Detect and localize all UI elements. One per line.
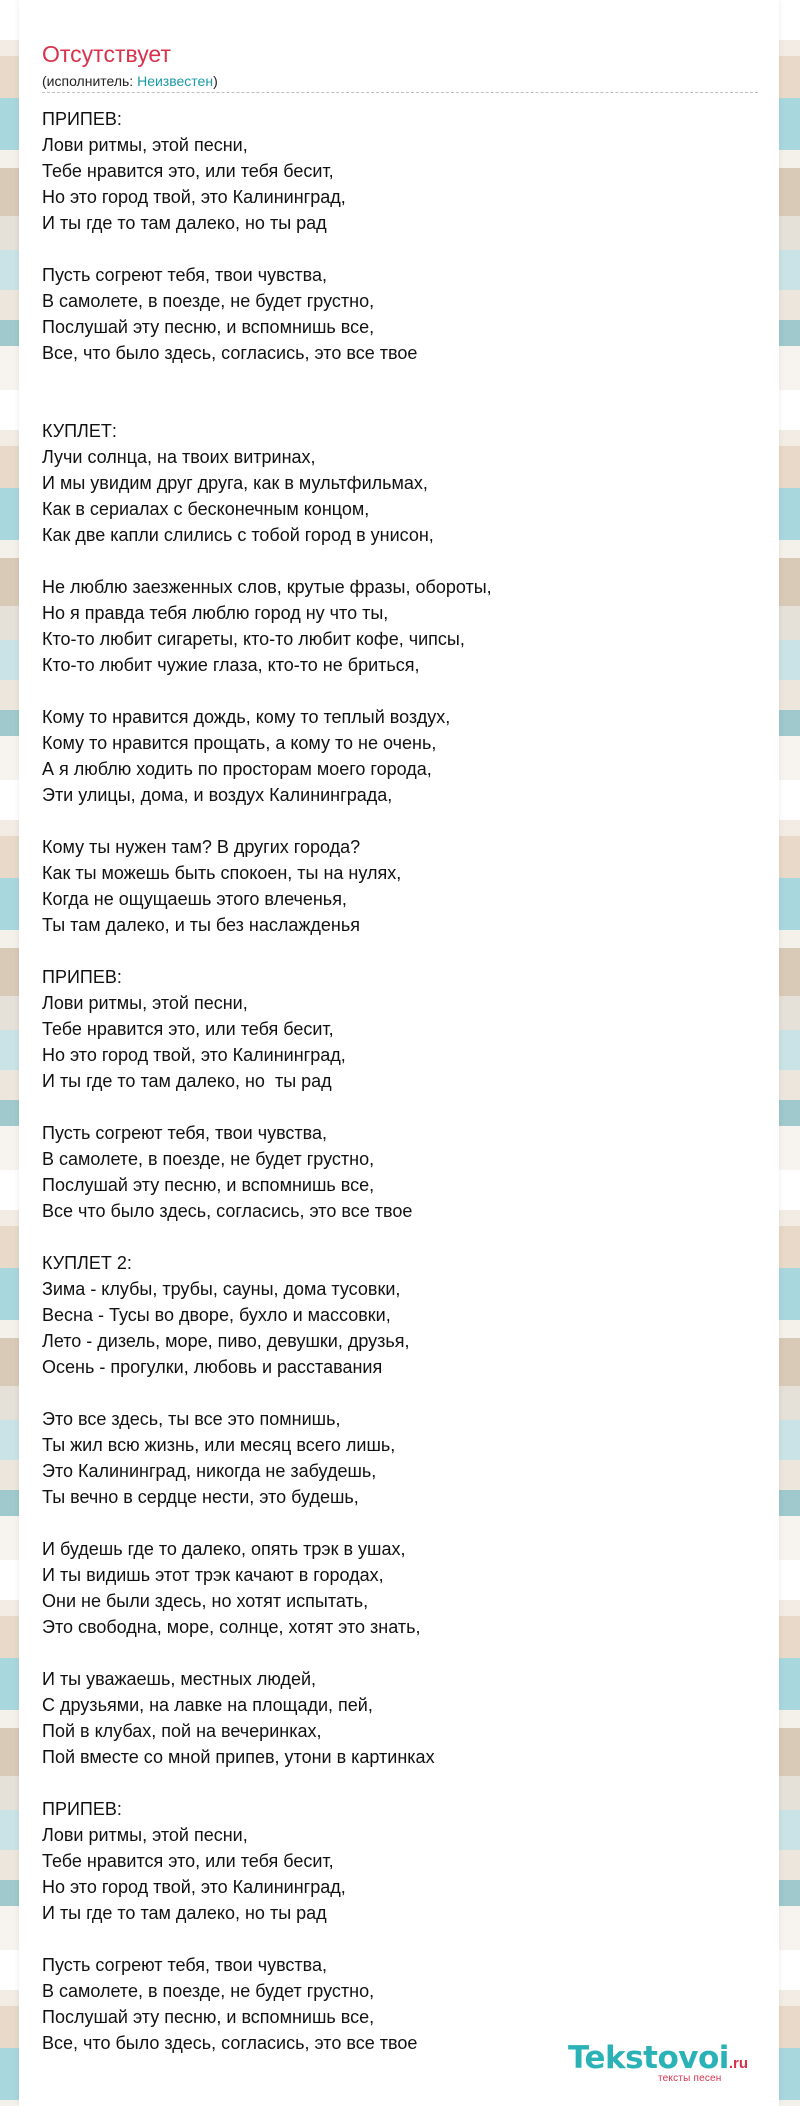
logo-domain: .ru xyxy=(728,2055,749,2072)
lyrics-line: Но это город твой, это Калининград, xyxy=(42,187,346,207)
lyrics-line: Пой вместе со мной припев, утони в картинках xyxy=(42,1747,435,1767)
stanza-gap xyxy=(42,1770,758,1796)
lyrics-line: Пусть согреют тебя, твои чувства, xyxy=(42,1955,328,1975)
lyrics-stanza xyxy=(42,704,758,808)
stanza-gap xyxy=(42,1926,758,1952)
lyrics-line: И ты видишь этот трэк качают в городах, xyxy=(42,1565,384,1585)
lyrics-line: Но это город твой, это Калининград, xyxy=(42,1877,346,1897)
lyrics-line: Кто-то любит сигареты, кто-то любит кофе, чипсы, xyxy=(42,629,465,649)
stanza-gap xyxy=(42,236,758,262)
lyrics-line: Лови ритмы, этой песни, xyxy=(42,1825,248,1845)
lyrics-line: Лучи солнца, на твоих витринах, xyxy=(42,447,316,467)
stanza-gap xyxy=(42,1224,758,1250)
lyrics-line: Это свободна, море, солнце, хотят это знать, xyxy=(42,1617,421,1637)
lyrics-line: Зима - клубы, трубы, сауны, дома тусовки, xyxy=(42,1279,401,1299)
lyrics-line: Когда не ощущаешь этого влеченья, xyxy=(42,889,347,909)
song-header xyxy=(42,40,758,90)
stanza-gap xyxy=(42,1094,758,1120)
lyrics-stanza xyxy=(42,1796,758,1926)
lyrics-line: Все что было здесь, согласись, это все твое xyxy=(42,1201,413,1221)
stanza-gap xyxy=(42,938,758,964)
lyrics-line: Тебе нравится это, или тебя бесит, xyxy=(42,161,334,181)
lyrics-line: Кто-то любит чужие глаза, кто-то не бриться, xyxy=(42,655,420,675)
lyrics-line: Послушай эту песню, и вспомнишь все, xyxy=(42,2007,375,2027)
lyrics-line: В самолете, в поезде, не будет грустно, xyxy=(42,291,375,311)
lyrics-line: Пусть согреют тебя, твои чувства, xyxy=(42,265,328,285)
lyrics-line: Они не были здесь, но хотят испытать, xyxy=(42,1591,369,1611)
site-logo[interactable] xyxy=(568,2040,749,2084)
lyrics-line: Эти улицы, дома, и воздух Калининграда, xyxy=(42,785,393,805)
stanza-gap xyxy=(42,678,758,704)
logo-name: Tekstovoi xyxy=(568,2040,729,2076)
lyrics-line: Пусть согреют тебя, твои чувства, xyxy=(42,1123,328,1143)
stanza-gap xyxy=(42,808,758,834)
lyrics-line: И ты где то там далеко, но ты рад xyxy=(42,213,327,233)
lyrics-stanza xyxy=(42,1250,758,1380)
lyrics-line: КУПЛЕТ: xyxy=(42,421,117,441)
performer-prefix: (исполнитель: xyxy=(42,73,138,89)
lyrics-line: Ты жил всю жизнь, или месяц всего лишь, xyxy=(42,1435,396,1455)
performer-suffix: ) xyxy=(213,73,218,89)
lyrics-line: Не люблю заезженных слов, крутые фразы, обороты, xyxy=(42,577,492,597)
lyrics-stanza xyxy=(42,1666,758,1770)
logo-tagline: тексты песен xyxy=(658,2073,722,2084)
song-title: Отсутствует xyxy=(42,41,171,67)
lyrics-line: Лето - дизель, море, пиво, девушки, друзья, xyxy=(42,1331,410,1351)
lyrics-stanza xyxy=(42,418,758,548)
lyrics-line: И будешь где то далеко, опять трэк в ушах, xyxy=(42,1539,406,1559)
lyrics-line: И ты уважаешь, местных людей, xyxy=(42,1669,317,1689)
stanza-gap xyxy=(42,1380,758,1406)
lyrics-line: Весна - Тусы во дворе, бухло и массовки, xyxy=(42,1305,391,1325)
lyrics-line: Послушай эту песню, и вспомнишь все, xyxy=(42,317,375,337)
performer-link[interactable]: Неизвестен xyxy=(137,73,214,89)
lyrics-stanza xyxy=(42,1120,758,1224)
lyrics-line: Ты там далеко, и ты без наслажденья xyxy=(42,915,360,935)
lyrics-line: Лови ритмы, этой песни, xyxy=(42,135,248,155)
lyrics-stanza xyxy=(42,834,758,938)
lyrics-line: Послушай эту песню, и вспомнишь все, xyxy=(42,1175,375,1195)
lyrics-line: Кому то нравится дождь, кому то теплый воздух, xyxy=(42,707,451,727)
lyrics-line: Как в сериалах с бесконечным концом, xyxy=(42,499,370,519)
lyrics-line: Все, что было здесь, согласись, это все твое xyxy=(42,343,418,363)
lyrics-line: ПРИПЕВ: xyxy=(42,967,122,987)
header-divider xyxy=(42,92,758,93)
lyrics-stanza xyxy=(42,262,758,366)
lyrics-line: Это все здесь, ты все это помнишь, xyxy=(42,1409,341,1429)
lyrics-stanza xyxy=(42,574,758,678)
lyrics-line: Как ты можешь быть спокоен, ты на нулях, xyxy=(42,863,402,883)
lyrics-line: ПРИПЕВ: xyxy=(42,109,122,129)
lyrics-line: Тебе нравится это, или тебя бесит, xyxy=(42,1851,334,1871)
stanza-gap xyxy=(42,1640,758,1666)
lyrics-line: И мы увидим друг друга, как в мультфильмах, xyxy=(42,473,428,493)
lyrics-line: КУПЛЕТ 2: xyxy=(42,1253,132,1273)
lyrics-line: Пой в клубах, пой на вечеринках, xyxy=(42,1721,322,1741)
lyrics-line: Лови ритмы, этой песни, xyxy=(42,993,248,1013)
lyrics-line: Как две капли слились с тобой город в унисон, xyxy=(42,525,434,545)
lyrics-line: Это Калининград, никогда не забудешь, xyxy=(42,1461,377,1481)
stanza-gap xyxy=(42,366,758,418)
stanza-gap xyxy=(42,548,758,574)
lyrics-line: Осень - прогулки, любовь и расставания xyxy=(42,1357,383,1377)
lyrics-line: Ты вечно в сердце нести, это будешь, xyxy=(42,1487,359,1507)
lyrics-line: Но это город твой, это Калининград, xyxy=(42,1045,346,1065)
lyrics-text xyxy=(42,106,758,2056)
lyrics-stanza xyxy=(42,106,758,236)
lyrics-stanza xyxy=(42,1406,758,1510)
lyrics-stanza xyxy=(42,964,758,1094)
lyrics-line: И ты где то там далеко, но ты рад xyxy=(42,1071,332,1091)
lyrics-line: Кому то нравится прощать, а кому то не очень, xyxy=(42,733,437,753)
lyrics-line: ПРИПЕВ: xyxy=(42,1799,122,1819)
lyrics-line: И ты где то там далеко, но ты рад xyxy=(42,1903,327,1923)
lyrics-line: Тебе нравится это, или тебя бесит, xyxy=(42,1019,334,1039)
stanza-gap xyxy=(42,1510,758,1536)
lyrics-line: В самолете, в поезде, не будет грустно, xyxy=(42,1149,375,1169)
lyrics-line: Но я правда тебя люблю город ну что ты, xyxy=(42,603,389,623)
lyrics-stanza xyxy=(42,1536,758,1640)
lyrics-line: Все, что было здесь, согласись, это все твое xyxy=(42,2033,418,2053)
lyrics-line: В самолете, в поезде, не будет грустно, xyxy=(42,1981,375,2001)
lyrics-line: С друзьями, на лавке на площади, пей, xyxy=(42,1695,373,1715)
lyrics-line: Кому ты нужен там? В других города? xyxy=(42,837,361,857)
lyrics-line: А я люблю ходить по просторам моего города, xyxy=(42,759,432,779)
performer-line xyxy=(42,72,758,90)
